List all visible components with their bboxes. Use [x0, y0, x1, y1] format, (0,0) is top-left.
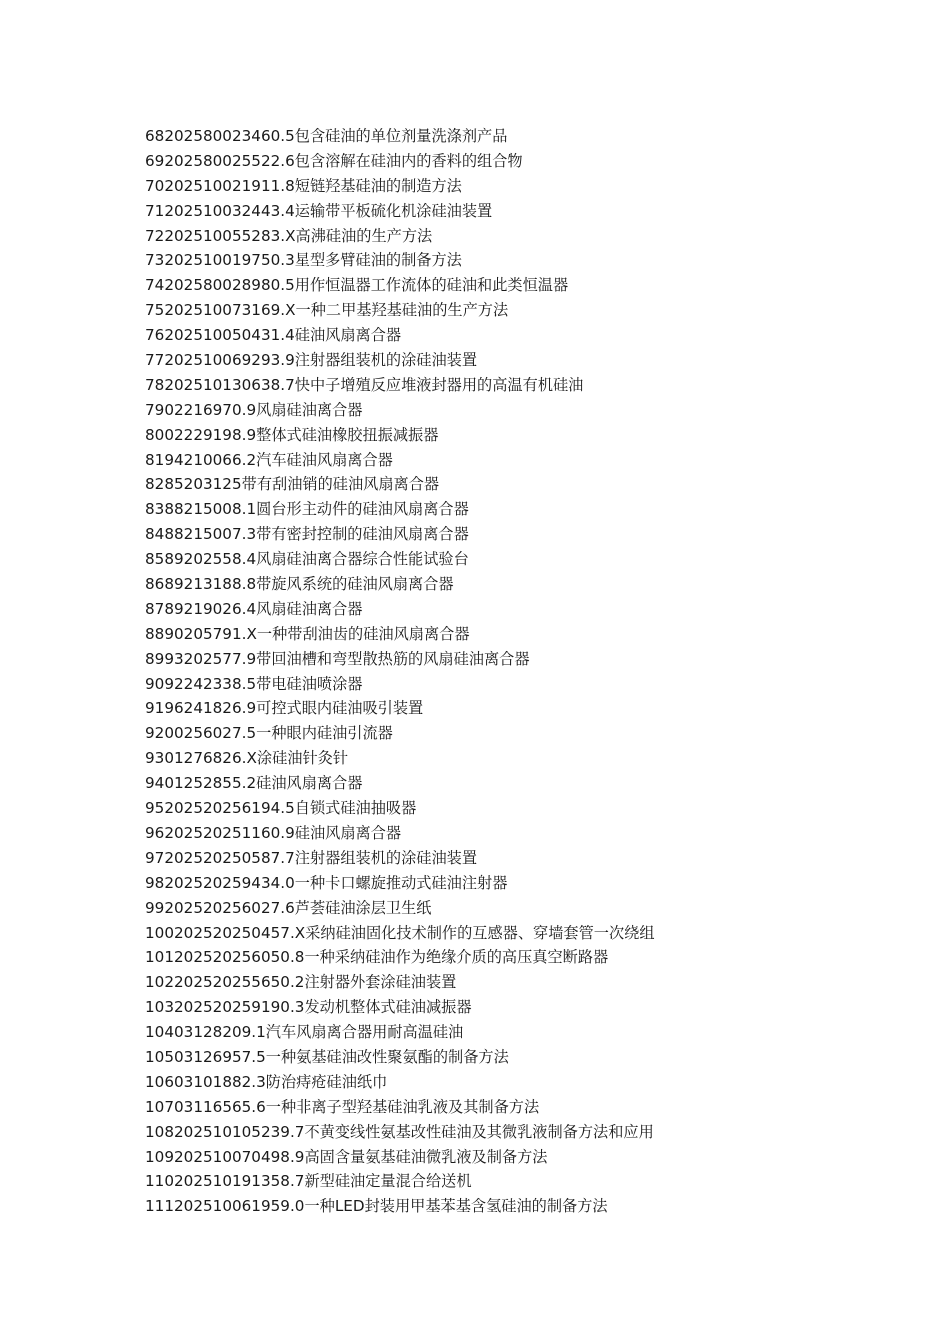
list-item	[145, 1020, 925, 1045]
entry-number: 86	[145, 575, 165, 594]
patent-title: 采纳硅油固化技术制作的互感器、穿墙套管一次绕组	[305, 923, 655, 942]
entry-number: 81	[145, 450, 165, 469]
entry-number: 83	[145, 500, 165, 519]
entry-number: 104	[145, 1023, 174, 1042]
patent-number: 03126957.5	[174, 1047, 266, 1066]
patent-title: 防治痔疮硅油纸巾	[265, 1072, 388, 1091]
entry-number: 103	[145, 998, 174, 1017]
patent-number: 02216970.9	[164, 400, 257, 419]
entry-number: 72	[145, 226, 165, 245]
patent-title: 一种采纳硅油作为绝缘介质的高压真空断路器	[304, 948, 609, 967]
entry-number: 68	[145, 127, 165, 145]
patent-title: 带回油槽和弯型散热筋的风扇硅油离合器	[256, 649, 530, 668]
list-item	[145, 472, 925, 497]
entry-number: 99	[145, 898, 165, 917]
patent-number: 202510073169.X	[164, 301, 296, 320]
list-item	[145, 696, 925, 721]
entry-number: 111	[145, 1197, 174, 1216]
patent-number: 202510019750.3	[164, 251, 295, 270]
patent-number: 202520256027.6	[164, 898, 295, 917]
patent-title: 汽车风扇离合器用耐高温硅油	[265, 1023, 464, 1042]
patent-number: 202510061959.0	[174, 1197, 305, 1216]
list-item	[145, 796, 925, 821]
list-item	[145, 1045, 925, 1070]
patent-number: 202510069293.9	[164, 351, 295, 370]
patent-number: 202510130638.7	[164, 375, 295, 394]
list-item	[145, 746, 925, 771]
patent-title: 带有密封控制的硅油风扇离合器	[256, 525, 469, 544]
patent-number: 202520259434.0	[164, 873, 295, 892]
list-item	[145, 771, 925, 796]
patent-title: 快中子增殖反应堆液封器用的高温有机硅油	[294, 375, 584, 394]
patent-number: 92242338.5	[164, 674, 257, 693]
patent-title: 汽车硅油风扇离合器	[256, 450, 393, 469]
patent-number: 202510050431.4	[164, 326, 295, 345]
patent-title: 带电硅油喷涂器	[256, 674, 363, 693]
patent-number: 202580028980.5	[164, 276, 295, 295]
patent-title: 星型多臂硅油的制备方法	[294, 251, 462, 270]
entry-number: 90	[145, 674, 165, 693]
patent-number: 202520256050.8	[174, 948, 305, 967]
list-item	[145, 970, 925, 995]
patent-title: 不黄变线性氨基改性硅油及其微乳液制备方法和应用	[304, 1122, 654, 1141]
patent-title: 芦荟硅油涂层卫生纸	[294, 898, 432, 917]
entry-number: 94	[145, 774, 165, 793]
patent-title: 涂硅油针灸针	[256, 749, 348, 768]
patent-title: 注射器组装机的涂硅油装置	[294, 848, 478, 867]
entry-number: 78	[145, 375, 165, 394]
patent-title: 一种卡口螺旋推动式硅油注射器	[294, 873, 508, 892]
patent-title: 用作恒温器工作流体的硅油和此类恒温器	[294, 276, 569, 295]
entry-number: 79	[145, 400, 165, 419]
patent-title: 一种眼内硅油引流器	[256, 724, 393, 743]
entry-number: 109	[145, 1147, 174, 1166]
patent-number: 89213188.8	[164, 575, 257, 594]
entry-number: 89	[145, 649, 165, 668]
entry-number: 92	[145, 724, 165, 743]
patent-title: 一种非离子型羟基硅油乳液及其制备方法	[265, 1097, 540, 1116]
patent-number: 00256027.5	[164, 724, 257, 743]
patent-title: 圆台形主动件的硅油风扇离合器	[256, 500, 469, 519]
list-item	[145, 448, 925, 473]
entry-number: 91	[145, 699, 165, 718]
list-item	[145, 572, 925, 597]
entry-number: 93	[145, 749, 165, 768]
list-item	[145, 647, 925, 672]
patent-title: 硅油风扇离合器	[294, 823, 402, 842]
list-item	[145, 846, 925, 871]
entry-number: 69	[145, 151, 165, 170]
patent-title: 包含硅油的单位剂量洗涤剂产品	[294, 127, 508, 145]
patent-number: 202510021911.8	[164, 176, 295, 195]
patent-number: 202520250587.7	[164, 848, 295, 867]
list-item	[145, 1194, 925, 1219]
entry-number: 87	[145, 599, 165, 618]
patent-title: 高沸硅油的生产方法	[295, 226, 433, 245]
entry-number: 96	[145, 823, 165, 842]
patent-title: 带有刮油销的硅油风扇离合器	[241, 475, 440, 494]
patent-number: 85203125	[164, 475, 242, 494]
entry-number: 85	[145, 550, 165, 569]
entry-number: 71	[145, 201, 165, 220]
patent-title: 风扇硅油离合器	[256, 400, 363, 419]
list-item	[145, 1070, 925, 1095]
list-item	[145, 622, 925, 647]
list-item	[145, 522, 925, 547]
entry-number: 98	[145, 873, 165, 892]
patent-title: 新型硅油定量混合给送机	[304, 1172, 472, 1191]
list-item	[145, 423, 925, 448]
patent-title: 注射器外套涂硅油装置	[304, 973, 457, 992]
patent-title: 硅油风扇离合器	[256, 774, 363, 793]
entry-number: 88	[145, 624, 165, 643]
patent-title: 风扇硅油离合器综合性能试验台	[256, 550, 469, 569]
list-item	[145, 945, 925, 970]
patent-title: 自锁式硅油抽吸器	[294, 799, 417, 818]
entry-number: 97	[145, 848, 165, 867]
entry-number: 107	[145, 1097, 174, 1116]
patent-list	[145, 124, 925, 1219]
patent-number: 202510055283.X	[164, 226, 296, 245]
list-item	[145, 597, 925, 622]
patent-number: 88215008.1	[164, 500, 257, 519]
list-item	[145, 348, 925, 373]
entry-number: 76	[145, 326, 165, 345]
patent-title: 发动机整体式硅油减振器	[304, 998, 472, 1017]
entry-number: 77	[145, 351, 165, 370]
list-item	[145, 323, 925, 348]
entry-number: 70	[145, 176, 165, 195]
patent-number: 202510070498.9	[174, 1147, 305, 1166]
patent-number: 03128209.1	[174, 1023, 266, 1042]
patent-title: 风扇硅油离合器	[256, 599, 363, 618]
list-item	[145, 199, 925, 224]
list-item	[145, 921, 925, 946]
list-item	[145, 1169, 925, 1194]
list-item	[145, 871, 925, 896]
patent-number: 202580023460.5	[164, 127, 295, 145]
patent-number: 202510105239.7	[174, 1122, 305, 1141]
patent-number: 202520251160.9	[164, 823, 295, 842]
patent-number: 89202558.4	[164, 550, 257, 569]
patent-title: 短链羟基硅油的制造方法	[294, 176, 462, 195]
patent-title: 一种氨基硅油改性聚氨酯的制备方法	[265, 1047, 509, 1066]
patent-number: 202580025522.6	[164, 151, 295, 170]
patent-title: 整体式硅油橡胶扭振减振器	[256, 425, 439, 444]
patent-number: 01252855.2	[164, 774, 257, 793]
list-item	[145, 547, 925, 572]
list-item	[145, 821, 925, 846]
patent-number: 202510191358.7	[174, 1172, 305, 1191]
list-item	[145, 995, 925, 1020]
patent-title: 包含溶解在硅油内的香料的组合物	[294, 151, 523, 170]
list-item	[145, 896, 925, 921]
patent-number: 90205791.X	[164, 624, 257, 643]
entry-number: 75	[145, 301, 165, 320]
patent-title: 一种二甲基羟基硅油的生产方法	[295, 301, 509, 320]
list-item	[145, 1145, 925, 1170]
patent-title: 高固含量氨基硅油微乳液及制备方法	[304, 1147, 548, 1166]
patent-number: 03101882.3	[174, 1072, 266, 1091]
patent-number: 202520259190.3	[174, 998, 305, 1017]
list-item	[145, 398, 925, 423]
patent-number: 93202577.9	[164, 649, 257, 668]
entry-number: 108	[145, 1122, 174, 1141]
entry-number: 95	[145, 799, 165, 818]
entry-number: 110	[145, 1172, 174, 1191]
patent-number: 202510032443.4	[164, 201, 295, 220]
list-item	[145, 174, 925, 199]
list-item	[145, 124, 925, 149]
patent-title: 硅油风扇离合器	[294, 326, 402, 345]
patent-title: 运输带平板硫化机涂硅油装置	[294, 201, 493, 220]
patent-title: 一种LED封装用甲基苯基含氢硅油的制备方法	[304, 1197, 608, 1216]
list-item	[145, 248, 925, 273]
entry-number: 100	[145, 923, 174, 942]
list-item	[145, 149, 925, 174]
patent-title: 可控式眼内硅油吸引装置	[256, 699, 424, 718]
patent-number: 94210066.2	[164, 450, 257, 469]
list-item	[145, 497, 925, 522]
entry-number: 73	[145, 251, 165, 270]
patent-number: 202520255650.2	[174, 973, 305, 992]
entry-number: 106	[145, 1072, 174, 1091]
list-item	[145, 672, 925, 697]
list-item	[145, 721, 925, 746]
patent-number: 03116565.6	[174, 1097, 266, 1116]
patent-number: 96241826.9	[164, 699, 257, 718]
list-item	[145, 224, 925, 249]
entry-number: 84	[145, 525, 165, 544]
patent-number: 202520256194.5	[164, 799, 295, 818]
list-item	[145, 373, 925, 398]
patent-title: 一种带刮油齿的硅油风扇离合器	[256, 624, 470, 643]
patent-title: 注射器组装机的涂硅油装置	[294, 351, 478, 370]
list-item	[145, 1095, 925, 1120]
entry-number: 101	[145, 948, 174, 967]
patent-number: 02229198.9	[164, 425, 257, 444]
list-item	[145, 1120, 925, 1145]
patent-number: 202520250457.X	[174, 923, 306, 942]
list-item	[145, 273, 925, 298]
patent-number: 88215007.3	[164, 525, 257, 544]
patent-title: 带旋风系统的硅油风扇离合器	[256, 575, 454, 594]
patent-number: 01276826.X	[164, 749, 257, 768]
entry-number: 80	[145, 425, 165, 444]
list-item	[145, 298, 925, 323]
entry-number: 105	[145, 1047, 174, 1066]
entry-number: 82	[145, 475, 165, 494]
patent-number: 89219026.4	[164, 599, 257, 618]
entry-number: 102	[145, 973, 174, 992]
entry-number: 74	[145, 276, 165, 295]
